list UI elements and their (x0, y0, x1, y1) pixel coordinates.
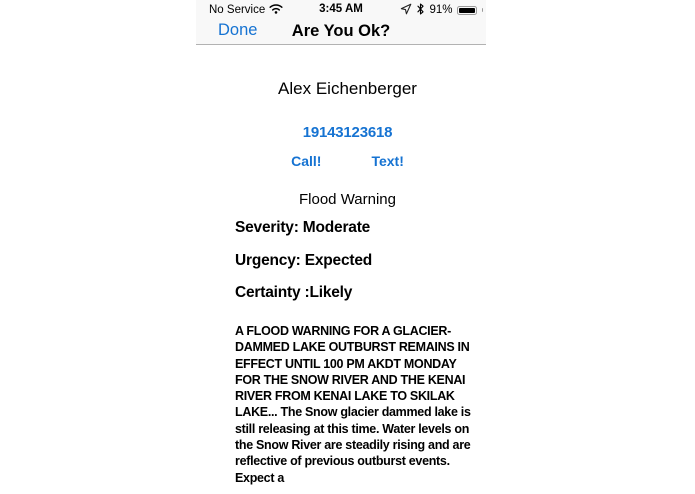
done-button[interactable]: Done (218, 21, 258, 39)
status-right (400, 3, 483, 18)
battery-nub (482, 8, 484, 12)
page-title: Are You Ok? (291, 22, 391, 40)
status-left (209, 3, 283, 17)
battery-fill (459, 8, 475, 13)
app-screen (196, 0, 486, 494)
urgency-label: Urgency: Expected (235, 252, 373, 269)
top-chrome (196, 0, 486, 45)
battery-percent-label: 91% (429, 4, 453, 16)
status-time: 3:45 AM (319, 3, 363, 15)
phone-number-link[interactable]: 19143123618 (302, 124, 393, 141)
wifi-icon (269, 3, 283, 17)
carrier-label: No Service (209, 4, 266, 16)
location-arrow-icon (400, 3, 412, 18)
text-button[interactable]: Text! (371, 153, 404, 169)
contact-actions (235, 153, 460, 169)
call-button[interactable]: Call! (291, 153, 322, 169)
severity-label: Severity: Moderate (235, 219, 371, 236)
status-bar (196, 0, 486, 18)
contact-name: Alex Eichenberger (278, 79, 417, 98)
alert-description: A FLOOD WARNING FOR A GLACIER-DAMMED LAKE OUTBURST REMAINS IN EFFECT UNTIL 100 PM AKDT MONDAY FOR THE SNOW RIVER AND THE KENAI RIVER FROM KENAI LAKE TO SKILAK LAKE... The Snow glacier dammed lake is still releasing at this time. Water levels on the Snow River are steadily rising and are reflective of previous outburst events. Expect a (235, 324, 471, 485)
bluetooth-icon (416, 3, 425, 18)
navigation-bar (196, 18, 486, 44)
certainty-label: Certainty :Likely (235, 284, 353, 301)
alert-title: Flood Warning (299, 191, 396, 208)
battery-icon (457, 6, 477, 15)
